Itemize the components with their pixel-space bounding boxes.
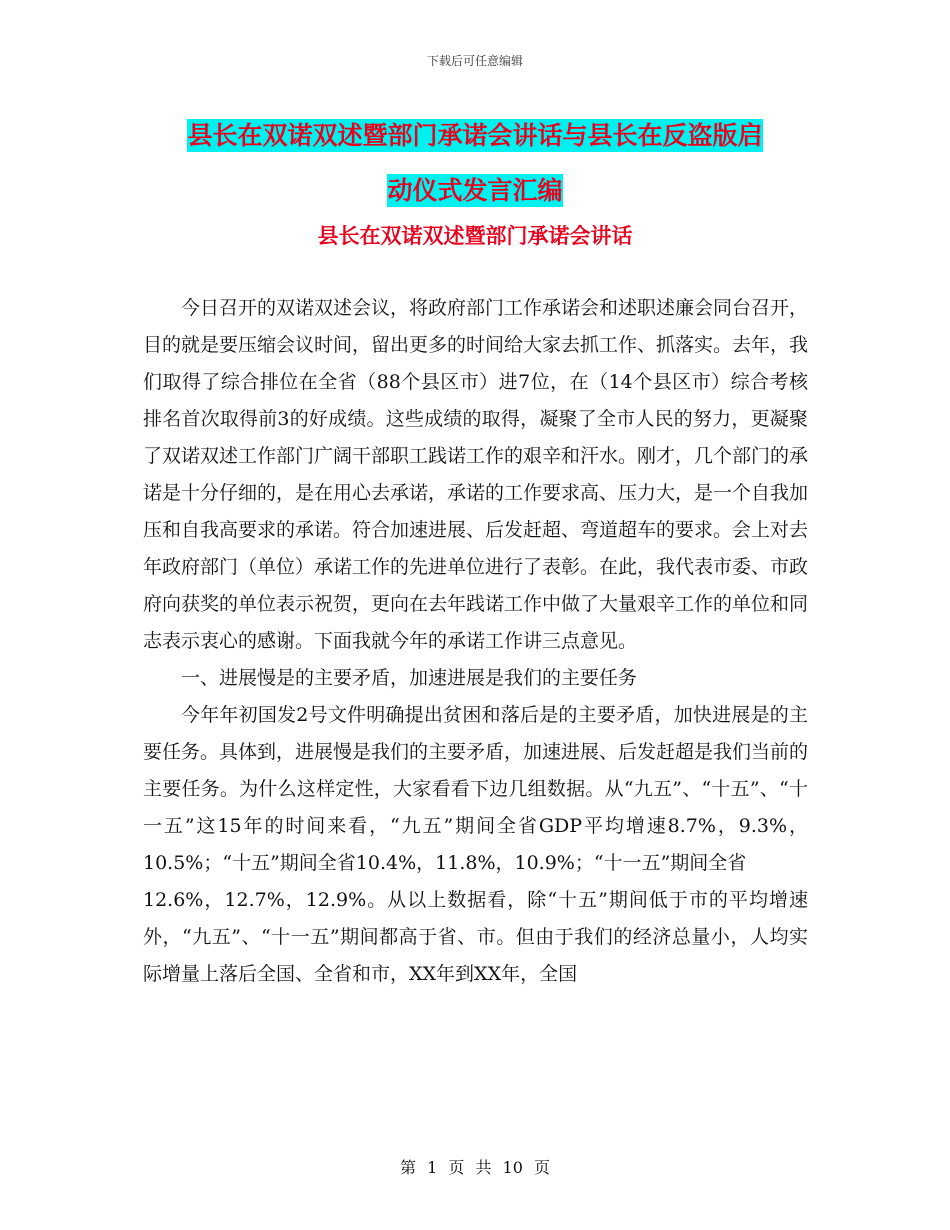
paragraph: 今日召开的双诺双述会议，将政府部门工作承诺会和述职述廉会同台召开，目的就是要压缩会议时间，留出更多的时间给大家去抓工作、抓落实。去年，我们取得了综合排位在全省（88个县区市）进7位，在（14个县区市）综合考核排名首次取得前3的好成绩。这些成绩的取得，凝聚了全市人民的努力，更凝聚了双诺双述工作部门广阔干部职工践诺工作的艰辛和汗水。刚才，几个部门的承诺是十分仔细的，是在用心去承诺，承诺的工作要求高、压力大，是一个自我加压和自我高要求的承诺。符合加速进展、后发赶超、弯道超车的要求。会上对去年政府部门（单位）承诺工作的先进单位进行了表彰。在此，我代表市委、市政府向获奖的单位表示祝贺，更向在去年践诺工作中做了大量艰辛工作的单位和同志表示衷心的感谢。下面我就今年的承诺工作讲三点意见。 [143,297,809,652]
document-title [140,108,810,218]
header-note: 下载后可任意编辑 [426,54,523,68]
paragraph: 12.6%，12.7%，12.9%。从以上数据看，除“十五”期间低于市的平均增速外，“九五”、“十一五”期间都高于省、市。但由于我们的经济总量小，人均实际增量上落后全国、全省和市，XX年到XX年，全国 [143,889,808,985]
paragraph: 今年年初国发2号文件明确提出贫困和落后是的主要矛盾，加快进展是的主要任务。具体到，进展慢是我们的主要矛盾，加速进展、后发赶超是我们当前的主要任务。为什么这样定性，大家看看下边几组数据。从“九五”、“十五”、“十一五”这15年的时间来看，“九五”期间全省GDP平均增速8.7%，9.3%，10.5%；“十五”期间全省10.4%，11.8%，10.9%；“十一五”期间全省 [143,704,809,874]
page-footer: 第 1 页 共 10 页 [400,1158,550,1177]
paragraph-heading: 一、进展慢是的主要矛盾，加速进展是我们的主要任务 [181,667,638,689]
title-line-2: 动仪式发言汇编 [387,176,563,205]
title-line-1: 县长在双诺双述暨部门承诺会讲话与县长在反盗版启 [187,121,763,150]
section-title: 县长在双诺双述暨部门承诺会讲话 [317,223,633,248]
body-text [143,290,808,993]
